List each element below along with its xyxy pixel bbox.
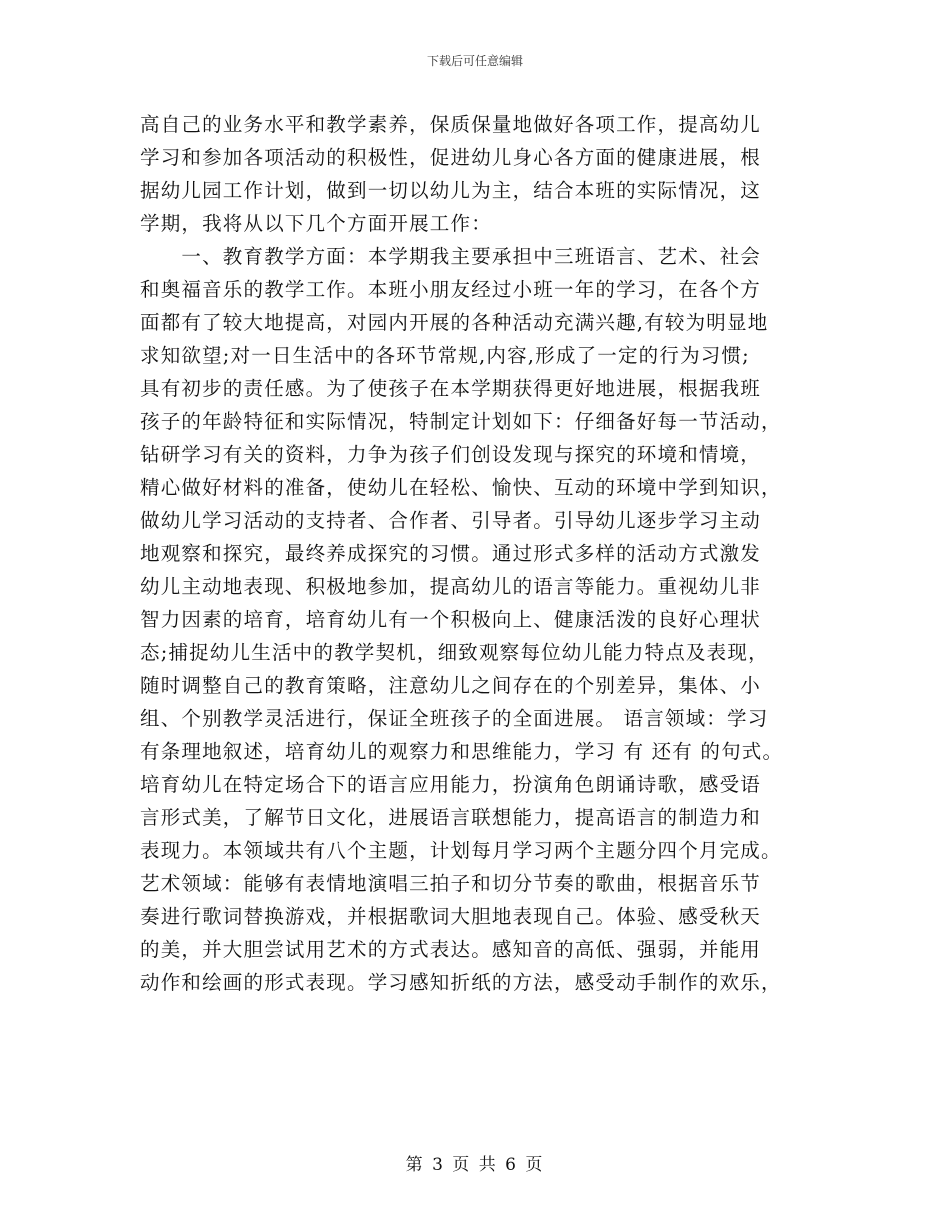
text-line: 随时调整自己的教育策略，注意幼儿之间存在的个别差异，集体、小 xyxy=(140,674,762,697)
text-line: 求知欲望;对一日生活中的各环节常规,内容,形成了一定的行为习惯; xyxy=(140,344,750,367)
text-line: 艺术领域：能够有表情地演唱三拍子和切分节奏的歌曲，根据音乐节 xyxy=(140,872,762,895)
header-note: 下载后可任意编辑 xyxy=(426,54,523,68)
text-line: 培育幼儿在特定场合下的语言应用能力，扮演角色朗诵诗歌，感受语 xyxy=(140,773,762,796)
text-line: 动作和绘画的形式表现。学习感知折纸的方法，感受动手制作的欢乐， xyxy=(140,971,782,994)
text-line: 的美，并大胆尝试用艺术的方式表达。感知音的高低、强弱，并能用 xyxy=(140,938,762,961)
text-line: 幼儿主动地表现、积极地参加，提高幼儿的语言等能力。重视幼儿非 xyxy=(140,575,762,598)
text-line: 和奥福音乐的教学工作。本班小朋友经过小班一年的学习，在各个方 xyxy=(140,278,762,301)
text-line: 学期，我将从以下几个方面开展工作： xyxy=(140,212,492,235)
text-line: 态;捕捉幼儿生活中的教学契机，细致观察每位幼儿能力特点及表现， xyxy=(140,641,769,664)
text-line: 孩子的年龄特征和实际情况，特制定计划如下：仔细备好每一节活动， xyxy=(140,410,782,433)
text-line: 智力因素的培育，培育幼儿有一个积极向上、健康活泼的良好心理状 xyxy=(140,608,762,631)
page-number-footer: 第 3 页 共 6 页 xyxy=(405,1155,545,1175)
text-line: 面都有了较大地提高，对园内开展的各种活动充满兴趣,有较为明显地 xyxy=(140,311,769,334)
text-line: 具有初步的责任感。为了使孩子在本学期获得更好地进展，根据我班 xyxy=(140,377,762,400)
text-line: 表现力。本领域共有八个主题，计划每月学习两个主题分四个月完成。 xyxy=(140,839,782,862)
text-line: 一、教育教学方面：本学期我主要承担中三班语言、艺术、社会 xyxy=(140,245,762,268)
text-line: 学习和参加各项活动的积极性，促进幼儿身心各方面的健康进展，根 xyxy=(140,146,762,169)
text-line: 地观察和探究，最终养成探究的习惯。通过形式多样的活动方式激发 xyxy=(140,542,762,565)
text-line: 据幼儿园工作计划，做到一切以幼儿为主，结合本班的实际情况，这 xyxy=(140,179,762,202)
text-line: 精心做好材料的准备，使幼儿在轻松、愉快、互动的环境中学到知识， xyxy=(140,476,782,499)
body-text xyxy=(140,108,820,999)
text-line: 高自己的业务水平和教学素养，保质保量地做好各项工作，提高幼儿 xyxy=(140,113,762,136)
text-line: 有条理地叙述，培育幼儿的观察力和思维能力，学习 有 还有 的句式。 xyxy=(140,740,784,763)
text-line: 做幼儿学习活动的支持者、合作者、引导者。引导幼儿逐步学习主动 xyxy=(140,509,762,532)
text-line: 钻研学习有关的资料，力争为孩子们创设发现与探究的环境和情境， xyxy=(140,443,762,466)
text-line: 奏进行歌词替换游戏，并根据歌词大胆地表现自己。体验、感受秋天 xyxy=(140,905,762,928)
text-line: 言形式美，了解节日文化，进展语言联想能力，提高语言的制造力和 xyxy=(140,806,762,829)
text-line: 组、个别教学灵活进行，保证全班孩子的全面进展。 语言领域：学习 xyxy=(140,707,769,730)
